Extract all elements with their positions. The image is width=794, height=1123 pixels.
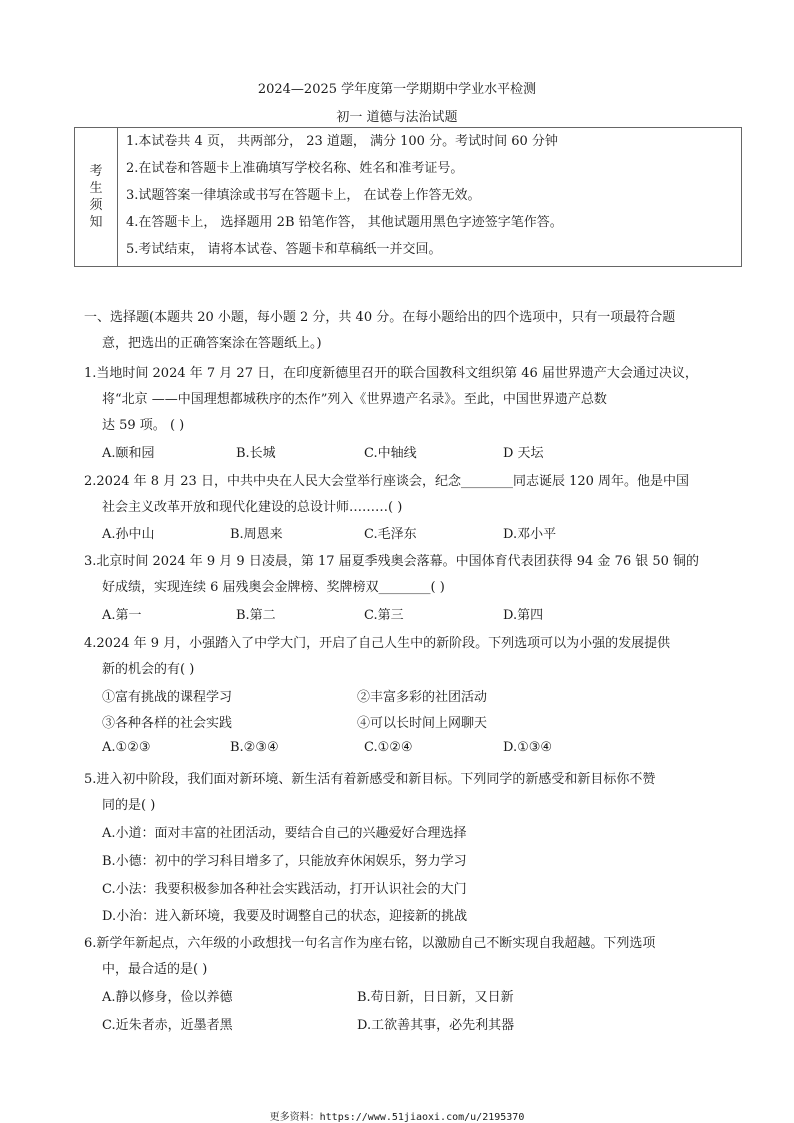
notice-side-char: 知 <box>89 215 103 230</box>
question-6-stem: 6.新学年新起点，六年级的小政想找一句名言作为座右铭，以激励自己不断实现自我超越。下列选项 <box>84 936 656 951</box>
question-5-option-c[interactable]: C.小法：我要积极参加各种社会实践活动，打开认识社会的大门 <box>102 882 467 897</box>
question-5-stem: 同的是( ) <box>102 798 156 813</box>
notice-side-char: 生 <box>89 181 103 196</box>
question-6-stem: 中，最合适的是( ) <box>102 962 208 977</box>
notice-item: 2.在试卷和答题卡上准确填写学校名称、姓名和准考证号。 <box>126 161 464 176</box>
section-heading-cont: 意，把选出的正确答案涂在答题纸上。) <box>102 336 322 351</box>
question-2-option-c[interactable]: C.毛泽东 <box>364 527 417 542</box>
question-3-stem: 3.北京时间 2024 年 9 月 9 日凌晨，第 17 届夏季残奥会落幕。中国体育代表团获得 94 金 76 银 50 铜的 <box>84 554 700 569</box>
question-6-option-c[interactable]: C.近朱者赤，近墨者黑 <box>102 1018 233 1033</box>
exam-title: 2024—2025 学年度第一学期期中学业水平检测 <box>257 82 537 97</box>
question-4-stem: 4.2024 年 9 月，小强踏入了中学大门，开启了自己人生中的新阶段。下列选项可以为小强的发展提供 <box>84 636 671 651</box>
question-3-option-b[interactable]: B.第二 <box>236 608 276 623</box>
question-4-statement: ④可以长时间上网聊天 <box>357 716 488 731</box>
notice-item: 1.本试卷共 4 页， 共两部分， 23 道题， 满分 100 分。考试时间 60 分钟 <box>126 134 558 149</box>
notice-item: 3.试题答案一律填涂或书写在答题卡上， 在试卷上作答无效。 <box>126 188 481 203</box>
question-2-stem: 2.2024 年 8 月 23 日，中共中央在人民大会堂举行座谈会，纪念________同志诞辰 120 周年。他是中国 <box>84 474 690 489</box>
question-4-statement: ③各种各样的社会实践 <box>102 716 233 731</box>
footer-source-link[interactable]: 更多资料：https://www.51jiaoxi.com/u/2195370 <box>269 1112 525 1123</box>
question-4-stem: 新的机会的有( ) <box>102 662 195 677</box>
notice-side-char: 须 <box>89 198 103 213</box>
question-1-stem: 达 59 项。 ( ) <box>102 418 185 433</box>
question-5-stem: 5.进入初中阶段，我们面对新环境、新生活有着新感受和新目标。下列同学的新感受和新目标你不赞 <box>84 772 656 787</box>
exam-subtitle: 初一 道德与法治试题 <box>336 110 458 125</box>
question-1-option-c[interactable]: C.中轴线 <box>364 446 417 461</box>
question-1-stem: 将“北京 ——中国理想都城秩序的杰作”列入《世界遗产名录》。至此，中国世界遗产总数 <box>102 392 607 407</box>
question-1-stem: 1.当地时间 2024 年 7 月 27 日，在印度新德里召开的联合国教科文组织第 46 届世界遗产大会通过决议， <box>84 366 698 381</box>
question-4-option-b[interactable]: B.②③④ <box>230 740 279 755</box>
notice-item: 4.在答题卡上， 选择题用 2B 铅笔作答， 其他试题用黑色字迹签字笔作答。 <box>126 215 563 230</box>
question-4-statement: ①富有挑战的课程学习 <box>102 690 233 705</box>
notice-item: 5.考试结束， 请将本试卷、答题卡和草稿纸一并交回。 <box>126 242 442 257</box>
question-1-option-a[interactable]: A.颐和园 <box>102 446 155 461</box>
question-3-option-d[interactable]: D.第四 <box>503 608 544 623</box>
question-2-option-b[interactable]: B.周恩来 <box>230 527 283 542</box>
question-1-option-b[interactable]: B.长城 <box>236 446 276 461</box>
question-5-option-d[interactable]: D.小治：进入新环境，我要及时调整自己的状态，迎接新的挑战 <box>102 909 468 924</box>
question-3-option-a[interactable]: A.第一 <box>102 608 142 623</box>
question-6-option-d[interactable]: D.工欲善其事，必先利其器 <box>357 1018 515 1033</box>
section-heading: 一、选择题(本题共 20 小题，每小题 2 分，共 40 分。在每小题给出的四个选项中，只有一项最符合题 <box>84 310 676 325</box>
question-3-option-c[interactable]: C.第三 <box>364 608 404 623</box>
question-6-option-b[interactable]: B.苟日新，日日新，又日新 <box>357 990 514 1005</box>
notice-list <box>118 128 742 267</box>
question-2-stem: 社会主义改革开放和现代化建设的总设计师………( ) <box>102 500 403 515</box>
question-1-option-d[interactable]: D 天坛 <box>503 446 544 461</box>
question-4-option-a[interactable]: A.①②③ <box>102 740 151 755</box>
question-6-option-a[interactable]: A.静以修身，俭以养德 <box>102 990 233 1005</box>
question-4-option-d[interactable]: D.①③④ <box>503 740 553 755</box>
question-5-option-b[interactable]: B.小德：初中的学习科目增多了，只能放弃休闲娱乐，努力学习 <box>102 854 467 869</box>
question-2-option-a[interactable]: A.孙中山 <box>102 527 155 542</box>
question-3-stem: 好成绩，实现连续 6 届残奥会金牌榜、奖牌榜双________( ) <box>102 580 445 595</box>
question-5-option-a[interactable]: A.小道：面对丰富的社团活动，要结合自己的兴趣爱好合理选择 <box>102 826 467 841</box>
notice-side-char: 考 <box>89 164 103 179</box>
question-4-statement: ②丰富多彩的社团活动 <box>357 690 488 705</box>
notice-side-label <box>75 128 118 267</box>
notice-box <box>74 127 742 267</box>
question-4-option-c[interactable]: C.①②④ <box>364 740 413 755</box>
question-2-option-d[interactable]: D.邓小平 <box>503 527 557 542</box>
